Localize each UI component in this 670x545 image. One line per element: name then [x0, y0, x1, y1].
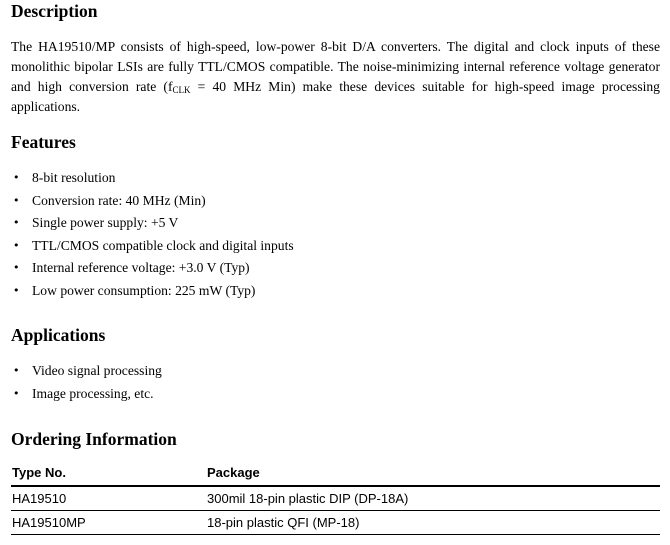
fclk-subscript: CLK	[172, 85, 191, 95]
features-list-item: • 8-bit resolution	[11, 167, 294, 190]
package-cell: 18-pin plastic QFI (MP-18)	[207, 515, 360, 530]
table-row	[11, 486, 660, 511]
ordering-table	[11, 460, 660, 535]
features-list-item: • Conversion rate: 40 MHz (Min)	[11, 190, 294, 213]
applications-list	[11, 360, 162, 405]
package-cell: 300mil 18-pin plastic DIP (DP-18A)	[207, 491, 409, 506]
features-list	[11, 167, 294, 303]
description-heading: Description	[11, 1, 98, 21]
ordering-heading: Ordering Information	[11, 429, 177, 449]
applications-heading: Applications	[11, 325, 106, 345]
bullet-icon: •	[13, 193, 20, 207]
bullet-icon: •	[13, 364, 20, 377]
applications-list-item: • Image processing, etc.	[11, 383, 162, 406]
description-text-before: The HA19510/MP consists of high-speed, low-power 8-bit D/A converters. The digital and clock inputs of these monolithic bipolar LSIs are fully TTL/CMOS compatible. The noise-minimizing internal reference voltage generator and high conversion rate (f	[11, 39, 660, 94]
description-text-after: = 40 MHz Min) make these devices suitable for high-speed image processing applications.	[11, 79, 660, 114]
features-list-item: • Single power supply: +5 V	[11, 212, 294, 235]
table-row	[11, 511, 660, 535]
bullet-icon: •	[13, 238, 20, 252]
column-header-package: Package	[207, 465, 260, 480]
bullet-icon: •	[13, 283, 20, 297]
bullet-icon: •	[13, 261, 20, 275]
features-list-item: • Internal reference voltage: +3.0 V (Typ)	[11, 257, 294, 280]
features-heading: Features	[11, 132, 76, 152]
bullet-icon: •	[13, 216, 20, 230]
description-paragraph	[11, 37, 660, 117]
table-header-row	[11, 460, 660, 486]
bullet-icon: •	[13, 171, 20, 184]
bullet-icon: •	[13, 386, 20, 400]
type-no-cell: HA19510MP	[12, 515, 86, 530]
type-no-cell: HA19510	[12, 491, 67, 506]
column-header-type-no: Type No.	[12, 465, 66, 480]
features-list-item: • TTL/CMOS compatible clock and digital inputs	[11, 235, 294, 258]
applications-list-item: • Video signal processing	[11, 360, 162, 383]
features-list-item: • Low power consumption: 225 mW (Typ)	[11, 280, 294, 303]
